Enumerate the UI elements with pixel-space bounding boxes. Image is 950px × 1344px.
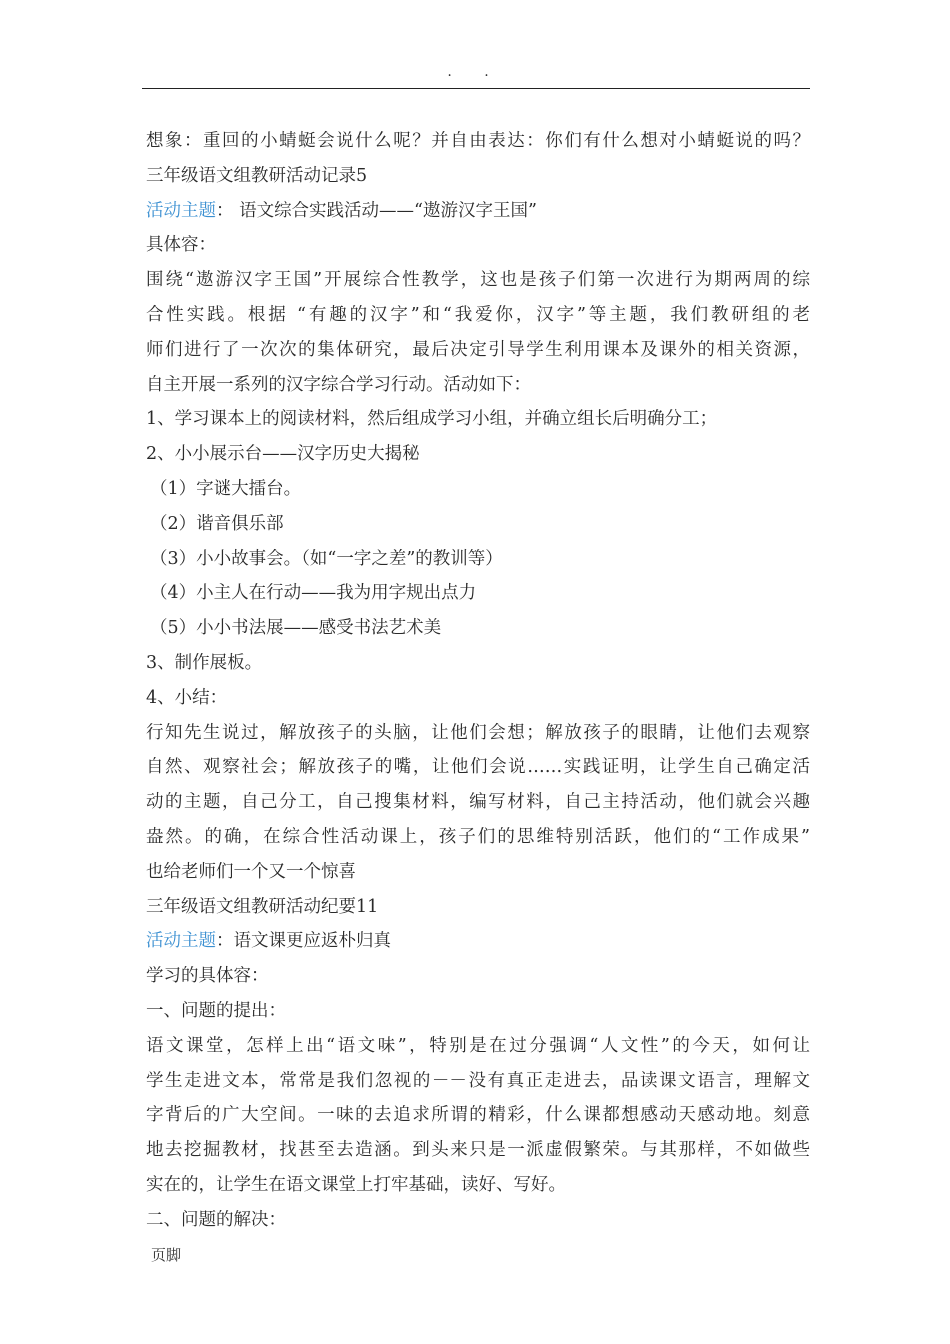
line-text: 具体容：: [146, 235, 216, 256]
text-line: [146, 1098, 810, 1133]
text-line: [146, 263, 810, 298]
text-line: [146, 472, 810, 507]
text-line: [146, 124, 810, 159]
text-line: [146, 576, 810, 611]
line-text: 三年级语文组教研活动纪要11: [146, 896, 379, 917]
text-line: [146, 681, 810, 716]
text-line: [146, 1029, 810, 1064]
line-text: （2）谐音俱乐部: [150, 513, 284, 534]
page-footer: 页脚: [151, 1246, 182, 1264]
text-line: [146, 542, 810, 577]
line-text: 学习的具体容：: [146, 966, 269, 987]
line-text: （5）小小书法展——感受书法艺术美: [150, 618, 442, 639]
line-text: 动的主题，自己分工，自己搜集材料，编写材料，自己主持活动，他们就会兴趣: [146, 792, 810, 813]
text-line: [146, 194, 810, 229]
document-body: [146, 124, 810, 1238]
line-text: 地去挖掘教材，找甚至去造涵。到头来只是一派虚假繁荣。与其那样，不如做些: [146, 1140, 810, 1161]
text-line: [146, 368, 810, 403]
text-line: [146, 855, 810, 890]
text-line: [146, 159, 810, 194]
text-line: [146, 646, 810, 681]
line-text: 自主开展一系列的汉字综合学习行动。活动如下：: [146, 374, 531, 395]
line-text: （1）字谜大擂台。: [150, 478, 302, 499]
line-text: 学生走进文本，常常是我们忽视的－－没有真正走进去，品读课文语言，理解文: [146, 1070, 810, 1091]
line-text: 实在的，让学生在语文课堂上打牢基础，读好、写好。: [146, 1174, 566, 1195]
text-line: [146, 750, 810, 785]
line-text: （4）小主人在行动——我为用字规出点力: [150, 583, 477, 604]
text-line: [146, 333, 810, 368]
header-rule: [142, 88, 810, 89]
line-text: 想象：重回的小蜻蜓会说什么呢？并自由表达：你们有什么想对小蜻蜓说的吗？: [146, 131, 810, 151]
line-text: 行知先生说过，解放孩子的头脑，让他们会想；解放孩子的眼睛，让他们去观察: [146, 722, 810, 743]
line-text: 语文课堂，怎样上出“语文味”，特别是在过分强调“人文性”的今天，如何让: [146, 1035, 810, 1056]
line-text: （3）小小故事会。（如“一字之差”的教训等）: [150, 548, 503, 569]
text-line: [146, 228, 810, 263]
line-text: 2、小小展示台——汉字历史大揭秘: [146, 444, 420, 465]
line-text: ：语文课更应返朴归真: [216, 931, 391, 952]
line-text: 二、问题的解决：: [146, 1209, 286, 1230]
text-line: [146, 1203, 810, 1238]
text-line: [146, 1064, 810, 1099]
text-line: [146, 716, 810, 751]
line-text: 一、问题的提出：: [146, 1000, 286, 1021]
line-text: 也给老师们一个又一个惊喜: [146, 861, 356, 882]
line-text: 围绕“遨游汉字王国”开展综合性教学，这也是孩子们第一次进行为期两周的综: [146, 270, 810, 291]
text-line: [146, 890, 810, 925]
text-line: [146, 1168, 810, 1203]
text-line: [146, 611, 810, 646]
header-mark: . .: [447, 64, 503, 80]
topic-label: 活动主题: [146, 931, 216, 952]
line-text: 盎然。的确，在综合性活动课上，孩子们的思维特别活跃，他们的“工作成果”: [146, 826, 810, 847]
line-text: 师们进行了一次次的集体研究，最后决定引导学生利用课本及课外的相关资源，: [146, 339, 810, 360]
text-line: [146, 298, 810, 333]
line-text: 字背后的广大空间。一味的去追求所谓的精彩，什么课都想感动天感动地。刻意: [146, 1105, 810, 1126]
line-text: 三年级语文组教研活动记录5: [146, 165, 368, 186]
text-line: [146, 959, 810, 994]
topic-label: 活动主题: [146, 200, 216, 221]
text-line: [146, 924, 810, 959]
text-line: [146, 820, 810, 855]
text-line: [146, 1133, 810, 1168]
text-line: [146, 437, 810, 472]
line-text: 自然、观察社会；解放孩子的嘴，让他们会说……实践证明，让学生自己确定活: [146, 757, 810, 778]
text-line: [146, 994, 810, 1029]
line-text: 4、小结：: [146, 687, 228, 708]
line-text: 3、制作展板。: [146, 652, 263, 673]
text-line: [146, 402, 810, 437]
text-line: [146, 785, 810, 820]
line-text: 合性实践。根据 “有趣的汉字”和“我爱你，汉字”等主题，我们教研组的老: [146, 304, 810, 325]
line-text: ： 语文综合实践活动——“遨游汉字王国”: [216, 200, 537, 221]
text-line: [146, 507, 810, 542]
line-text: 1、学习课本上的阅读材料，然后组成学习小组，并确立组长后明确分工；: [146, 409, 718, 430]
